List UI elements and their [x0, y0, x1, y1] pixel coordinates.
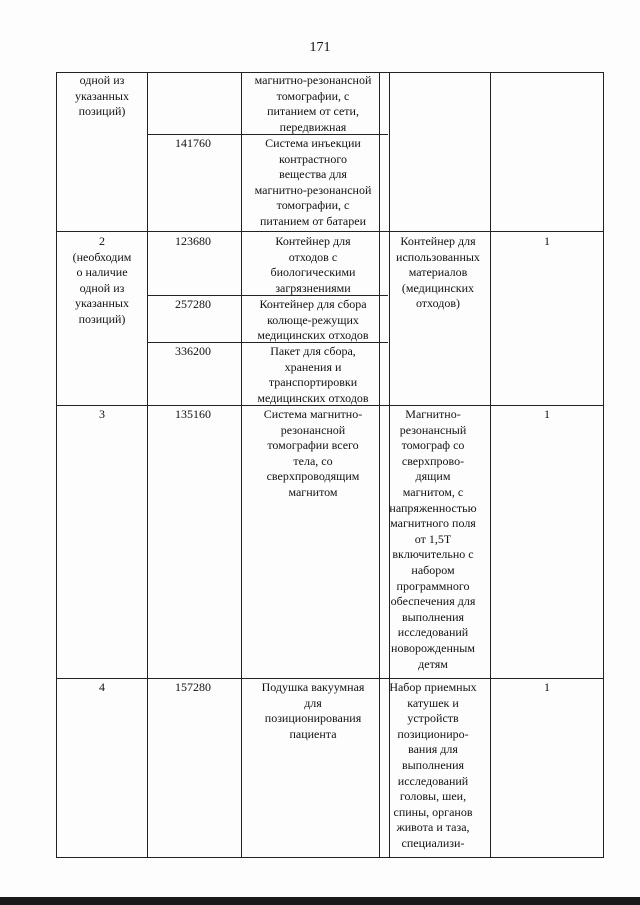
table-rule: [147, 72, 148, 858]
table-rule: [56, 231, 604, 232]
item-name-cell: Контейнер для отходов с биологическими загрязнениями: [270, 234, 356, 295]
item-name-cell: Пакет для сбора, хранения и транспортировки медицинских отходов: [257, 344, 369, 405]
item-code-cell: 157280: [175, 680, 211, 694]
quantity-cell: 1: [544, 680, 550, 694]
description-cell: Контейнер для использованных материалов (медицинских отходов): [396, 234, 480, 311]
table-rule: [56, 678, 604, 679]
item-code-cell: 123680: [175, 234, 211, 248]
description-cell: Магнитно- резонансный томограф со сверхпрово- дящим магнитом, с напряженностью магнитного поля от 1,5Т включительно с набором программного обеспечения для выполнения исследований новорожденным детям: [389, 407, 477, 671]
table-rule: [603, 72, 604, 858]
description-cell: Набор приемных катушек и устройств позициониро- вания для выполнения исследований головы, шеи, спины, органов живота и таза, специализи-: [389, 680, 477, 850]
table-rule: [56, 857, 604, 858]
table-rule: [56, 72, 57, 858]
item-name-cell: Подушка вакуумная для позиционирования пациента: [261, 680, 365, 741]
item-code-cell: 141760: [175, 136, 211, 150]
item-name-cell: Система магнитно- резонансной томографии всего тела, со сверхпроводящим магнитом: [263, 407, 363, 499]
row-number-cell: 2 (необходим о наличие одной из указанных позиций): [72, 234, 132, 326]
item-code-cell: 257280: [175, 297, 211, 311]
page-number: 171: [309, 40, 331, 55]
row-number-cell: одной из указанных позиций): [75, 73, 129, 119]
item-code-cell: 135160: [175, 407, 211, 421]
item-code-cell: 336200: [175, 344, 211, 358]
row-number-cell: 4: [99, 680, 105, 694]
row-number-cell: 3: [99, 407, 105, 421]
scan-edge: [0, 897, 640, 905]
table-rule: [490, 72, 491, 858]
item-name-cell: Контейнер для сбора колюще-режущих медицинских отходов: [257, 297, 369, 343]
item-name-cell: Система инъекции контрастного вещества для магнитно-резонансной томографии, с питанием от батареи: [254, 136, 372, 228]
table-rule: [241, 72, 242, 858]
quantity-cell: 1: [544, 234, 550, 248]
quantity-cell: 1: [544, 407, 550, 421]
item-name-cell: магнитно-резонансной томографии, с питанием от сети, передвижная: [254, 73, 372, 134]
